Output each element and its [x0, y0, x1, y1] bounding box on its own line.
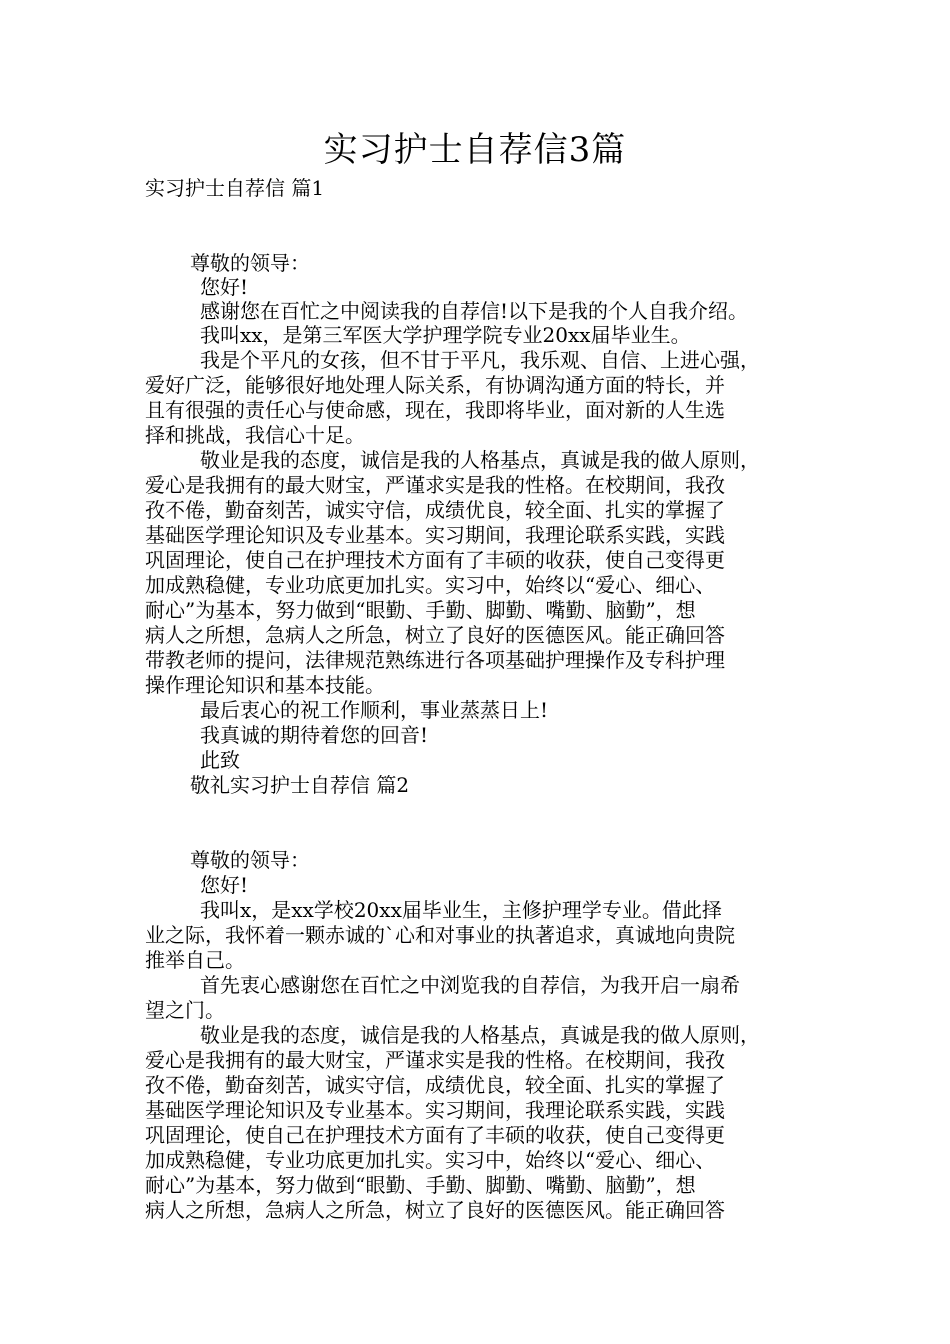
paragraph-line: 操作理论知识和基本技能。 — [145, 673, 385, 697]
paragraph-line: 爱好广泛，能够很好地处理人际关系，有协调沟通方面的特长，并 — [145, 373, 725, 397]
paragraph: 感谢您在百忙之中阅读我的自荐信!以下是我的个人自我介绍。 — [200, 299, 749, 323]
greeting: 您好! — [200, 275, 249, 299]
paragraph-line: 望之门。 — [145, 998, 225, 1022]
paragraph-line: 病人之所想，急病人之所急，树立了良好的医德医风。能正确回答 — [145, 1198, 725, 1222]
paragraph-line: 择和挑战，我信心十足。 — [145, 423, 365, 447]
salutation: 尊敬的领导： — [190, 848, 310, 872]
paragraph-line: 推举自己。 — [145, 948, 245, 972]
paragraph-line: 带教老师的提问，法律规范熟练进行各项基础护理操作及专科护理 — [145, 648, 725, 672]
paragraph-line: 加成熟稳健，专业功底更加扎实。实习中，始终以“爱心、细心、 — [145, 1148, 716, 1172]
paragraph-line: 爱心是我拥有的最大财宝，严谨求实是我的性格。在校期间，我孜 — [145, 473, 725, 497]
paragraph-line: 且有很强的责任心与使命感，现在，我即将毕业，面对新的人生选 — [145, 398, 725, 422]
paragraph: 此致 — [200, 748, 240, 772]
paragraph-line: 敬业是我的态度，诚信是我的人格基点，真诚是我的做人原则， — [200, 1023, 760, 1047]
paragraph-line: 孜不倦，勤奋刻苦，诚实守信，成绩优良，较全面、扎实的掌握了 — [145, 498, 725, 522]
paragraph-line: 爱心是我拥有的最大财宝，严谨求实是我的性格。在校期间，我孜 — [145, 1048, 725, 1072]
paragraph-line: 巩固理论，使自己在护理技术方面有了丰硕的收获，使自己变得更 — [145, 1123, 725, 1147]
paragraph-line: 敬业是我的态度，诚信是我的人格基点，真诚是我的做人原则， — [200, 448, 760, 472]
salutation: 尊敬的领导： — [190, 251, 310, 275]
paragraph: 我真诚的期待着您的回音! — [200, 723, 429, 747]
closing-and-section-header-2: 敬礼实习护士自荐信 篇2 — [190, 773, 410, 797]
paragraph-line: 首先衷心感谢您在百忙之中浏览我的自荐信，为我开启一扇希 — [200, 973, 740, 997]
document-title: 实习护士自荐信3篇 — [323, 130, 627, 170]
paragraph: 最后衷心的祝工作顺利，事业蒸蒸日上! — [200, 698, 549, 722]
paragraph: 我叫xx，是第三军医大学护理学院专业20xx届毕业生。 — [200, 323, 691, 347]
paragraph-line: 加成熟稳健，专业功底更加扎实。实习中，始终以“爱心、细心、 — [145, 573, 716, 597]
section-header-1: 实习护士自荐信 篇1 — [145, 176, 325, 200]
paragraph-line: 耐心”为基本，努力做到“眼勤、手勤、脚勤、嘴勤、脑勤”，想 — [145, 598, 696, 622]
paragraph-line: 巩固理论，使自己在护理技术方面有了丰硕的收获，使自己变得更 — [145, 548, 725, 572]
paragraph-line: 基础医学理论知识及专业基本。实习期间，我理论联系实践，实践 — [145, 523, 725, 547]
paragraph-line: 耐心”为基本，努力做到“眼勤、手勤、脚勤、嘴勤、脑勤”，想 — [145, 1173, 696, 1197]
paragraph-line: 基础医学理论知识及专业基本。实习期间，我理论联系实践，实践 — [145, 1098, 725, 1122]
paragraph-line: 孜不倦，勤奋刻苦，诚实守信，成绩优良，较全面、扎实的掌握了 — [145, 1073, 725, 1097]
paragraph-line: 我叫x，是xx学校20xx届毕业生，主修护理学专业。借此择 — [200, 898, 722, 922]
paragraph-line: 病人之所想，急病人之所急，树立了良好的医德医风。能正确回答 — [145, 623, 725, 647]
greeting: 您好! — [200, 873, 249, 897]
paragraph-line: 业之际，我怀着一颗赤诚的`心和对事业的执著追求，真诚地向贵院 — [145, 923, 735, 947]
paragraph-line: 我是个平凡的女孩，但不甘于平凡，我乐观、自信、上进心强， — [200, 348, 760, 372]
